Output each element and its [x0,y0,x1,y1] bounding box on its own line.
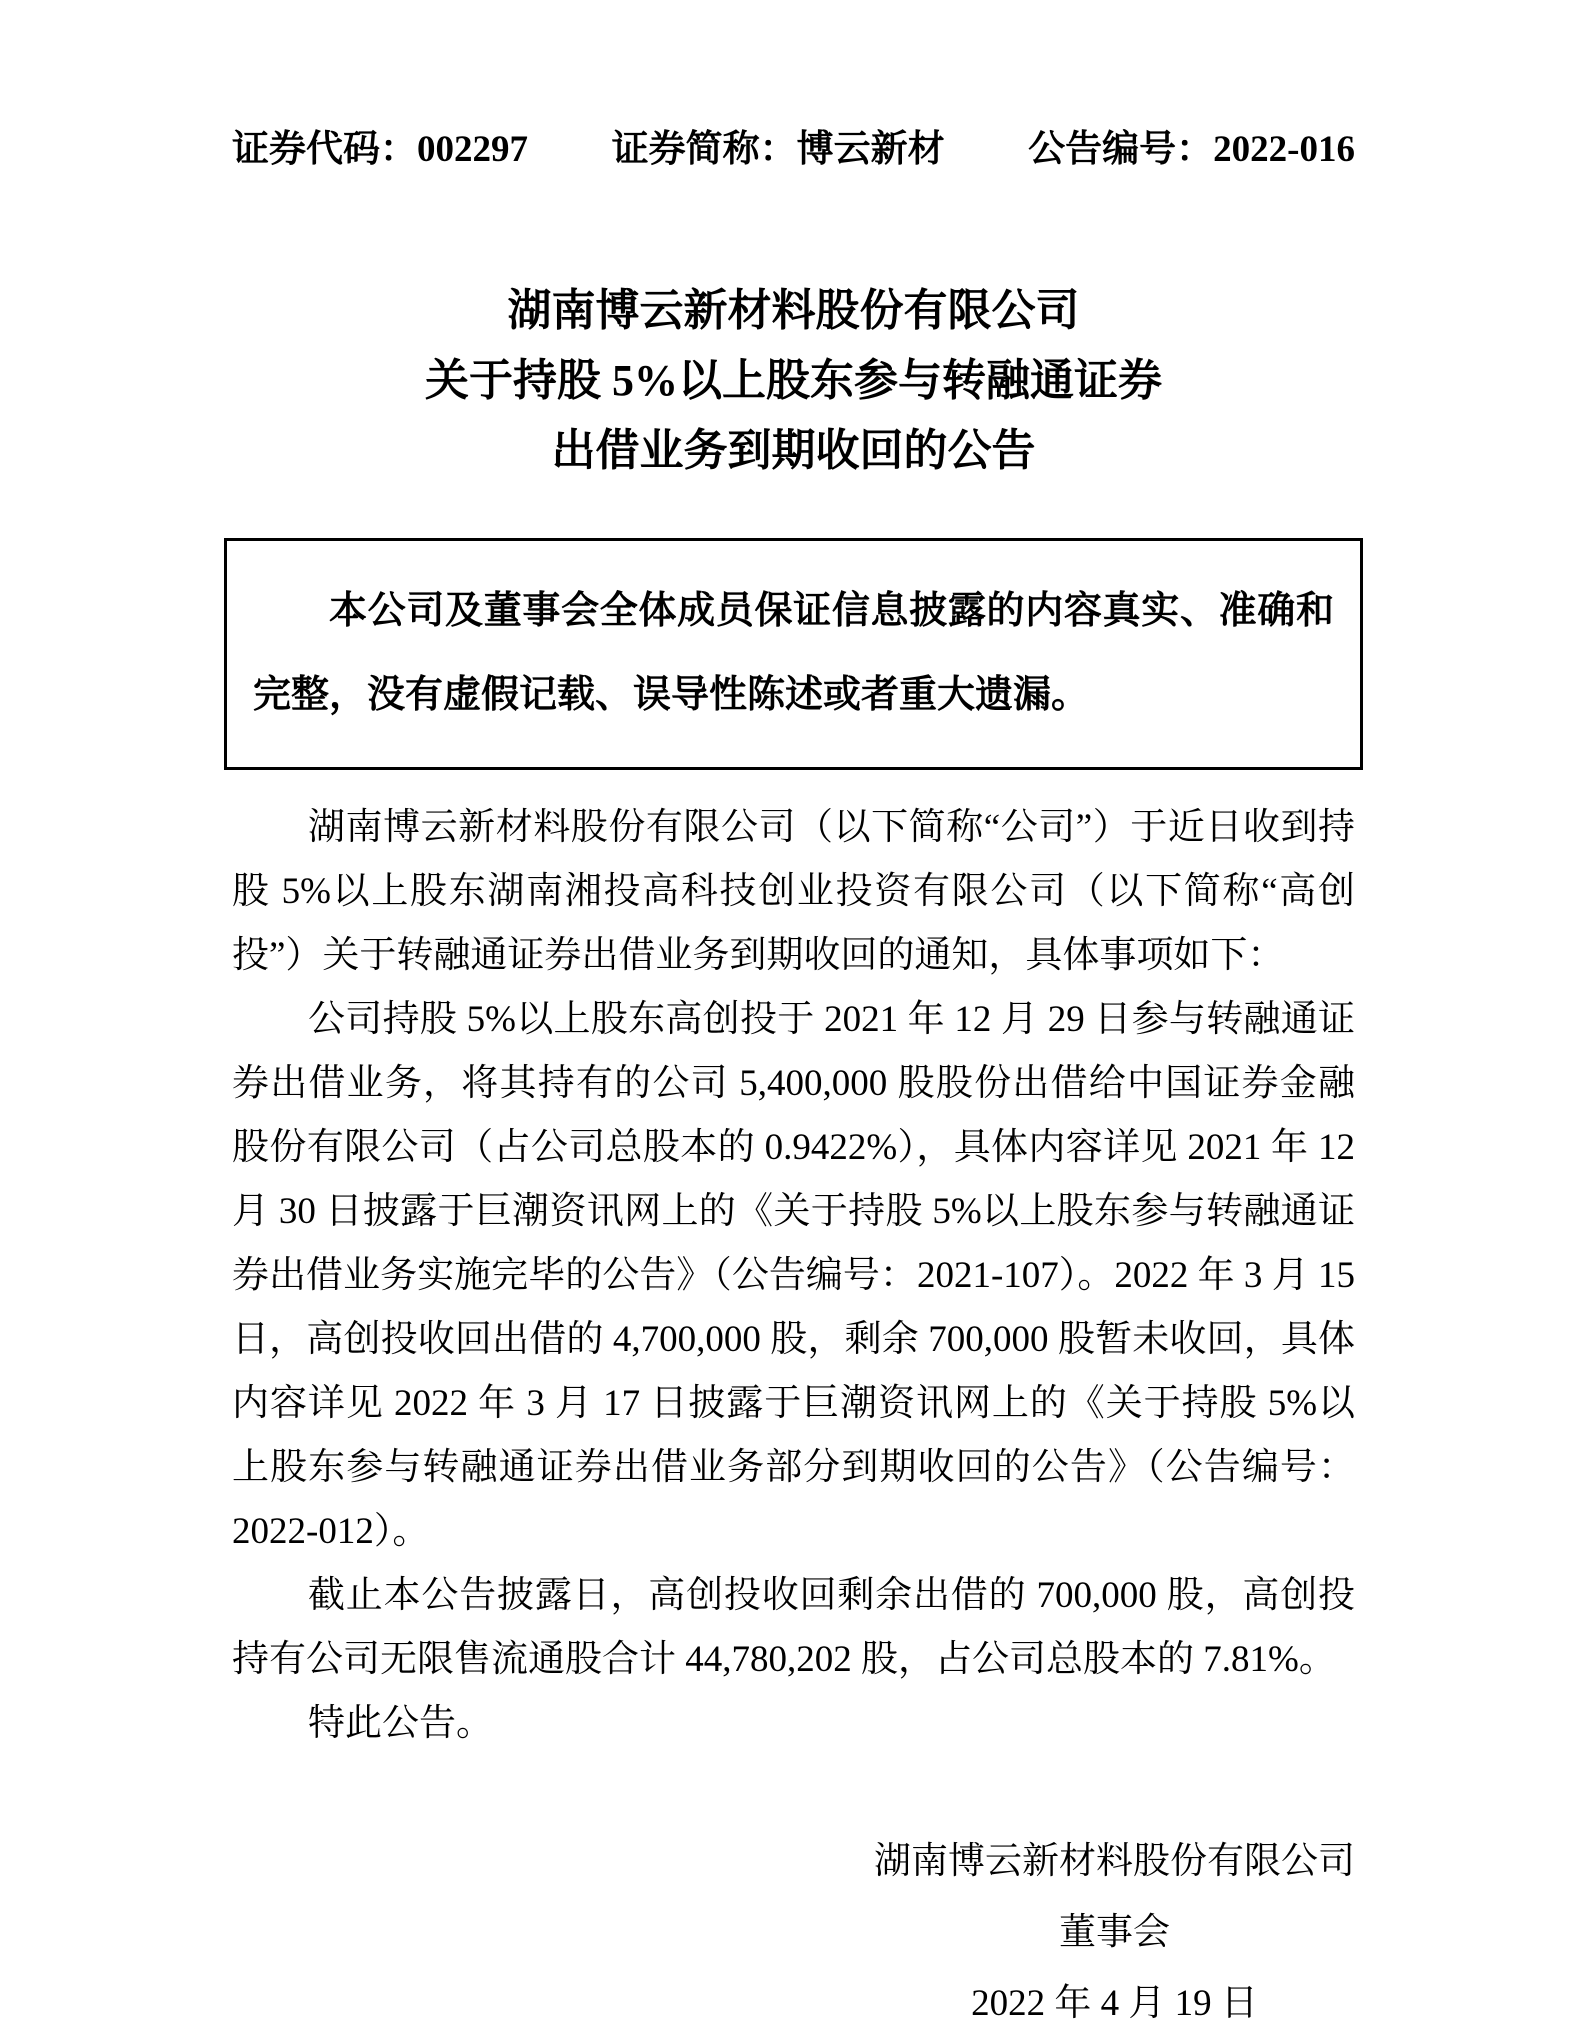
signature-block [874,1826,1355,2037]
stock-short-name: 证券简称：博云新材 [611,129,945,170]
paragraph-intro: 湖南博云新材料股份有限公司（以下简称“公司”）于近日收到持股 5%以上股东湖南湘投高科技创业投资有限公司（以下简称“高创投”）关于转融通证券出借业务到期收回的通知，具体事项如下： [232,807,1355,976]
signature-company: 湖南博云新材料股份有限公司 [874,1841,1355,1882]
paragraph-summary: 截止本公告披露日，高创投收回剩余出借的 700,000 股，高创投持有公司无限售流通股合计 44,780,202 股，占公司总股本的 7.81%。 [232,1575,1355,1680]
document-title [232,276,1355,486]
disclaimer-box [224,538,1363,770]
closing-statement: 特此公告。 [308,1703,493,1744]
disclaimer-text: 本公司及董事会全体成员保证信息披露的内容真实、准确和完整，没有虚假记载、误导性陈述或者重大遗漏。 [253,590,1334,716]
announcement-body [232,796,1355,1756]
title-line-type: 出借业务到期收回的公告 [551,426,1036,475]
signature-date: 2022 年 4 月 19 日 [971,1983,1258,2024]
stock-code: 证券代码：002297 [232,129,528,170]
announcement-number: 公告编号：2022-016 [1028,129,1355,170]
paragraph-details: 公司持股 5%以上股东高创投于 2021 年 12 月 29 日参与转融通证券出借业务，将其持有的公司 5,400,000 股股份出借给中国证券金融股份有限公司（占公司总股本的 0.9422%），具体内容详见 2021 年 12 月 30 日披露于巨潮资讯网上的《关于持股 5%以上股东参与转融通证券出借业务实施完毕的公告》（公告编号：2021-107）。2022 年 3 月 15 日，高创投收回出借的 4,700,000 股，剩余 700,000 股暂未收回，具体内容详见 2022 年 3 月 17 日披露于巨潮资讯网上的《关于持股 5%以上股东参与转融通证券出借业务部分到期收回的公告》（公告编号：2022-012）。 [232,999,1355,1552]
title-line-subject: 关于持股 5%以上股东参与转融通证券 [425,356,1162,405]
signature-board: 董事会 [1059,1912,1170,1953]
title-line-company: 湖南博云新材料股份有限公司 [507,286,1080,335]
document-header [232,118,1355,172]
